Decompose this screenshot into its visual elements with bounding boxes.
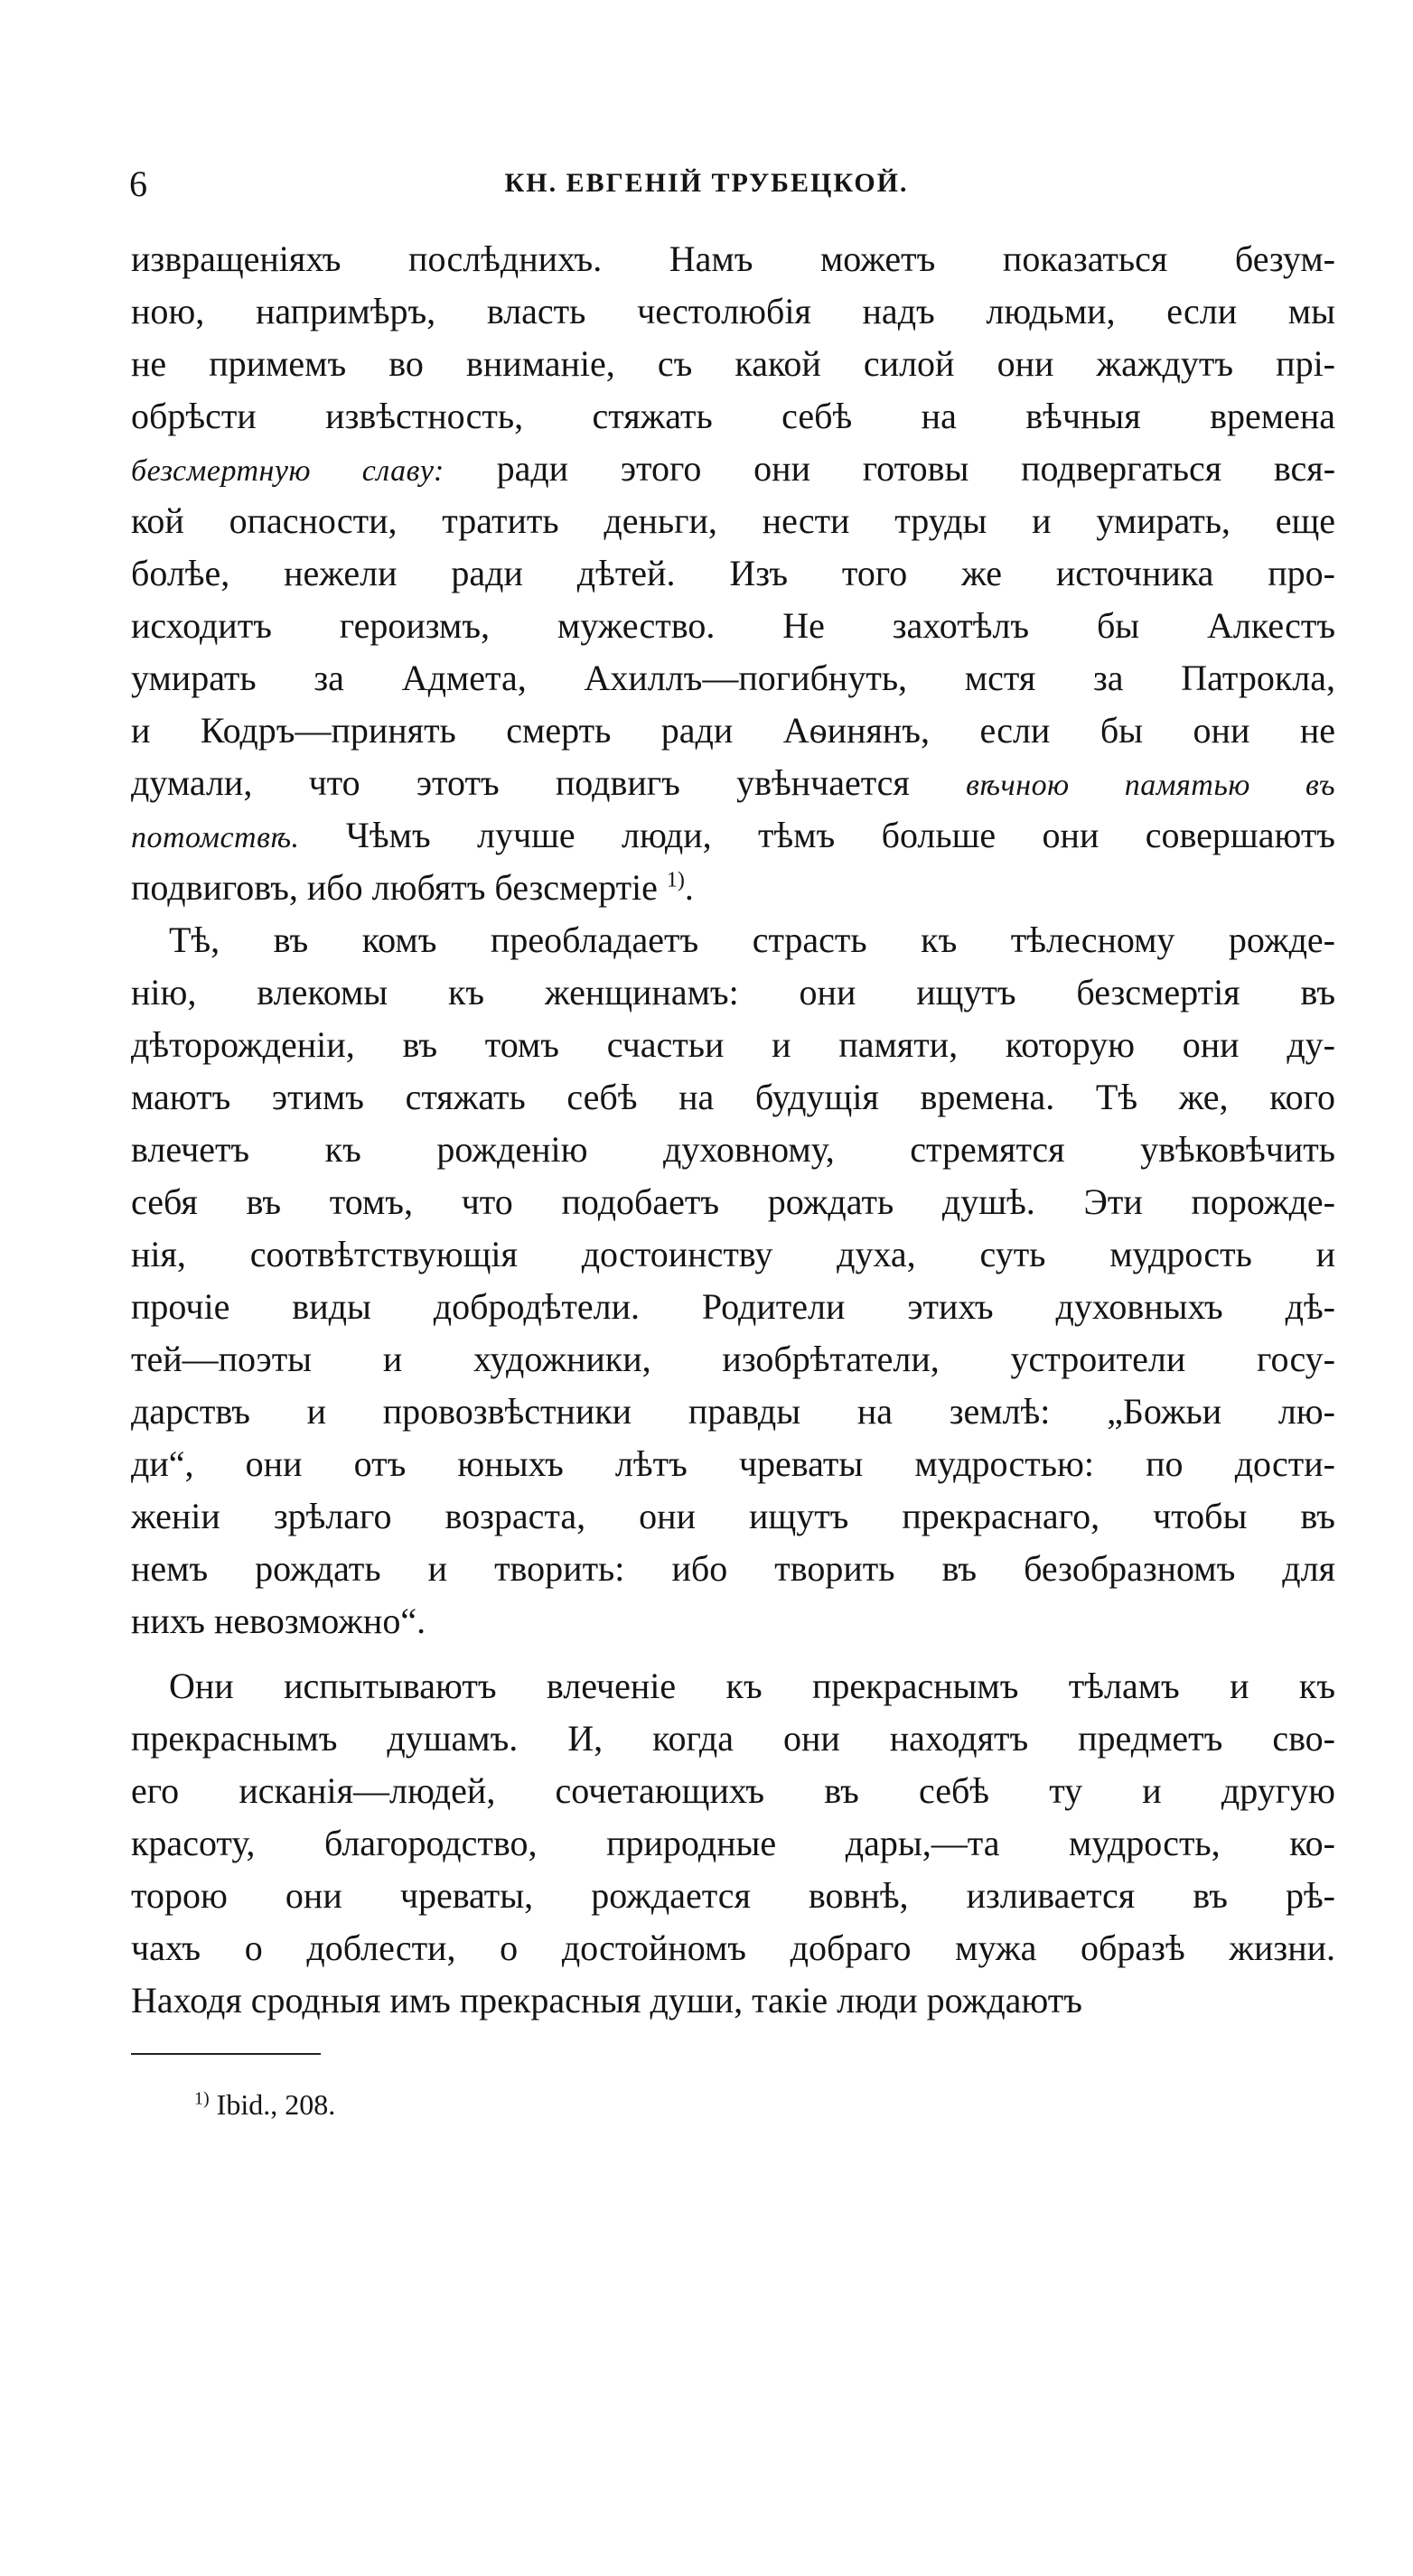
text-line bbox=[131, 600, 1335, 652]
text-run: немъ рождать и творить: ибо творить въ безобразномъ для bbox=[131, 1548, 1335, 1589]
text-line bbox=[131, 1713, 1335, 1765]
text-line bbox=[131, 1765, 1335, 1817]
text-run: умирать за Адмета, Ахиллъ—погибнуть, мстя за Патрокла, bbox=[131, 658, 1335, 698]
text-run: прекраснымъ душамъ. И, когда они находятъ предметъ сво- bbox=[131, 1718, 1335, 1759]
text-run: Чѣмъ лучше люди, тѣмъ больше они совершаютъ bbox=[299, 815, 1335, 855]
text-run: себя въ томъ, что подобаетъ рождать душѣ. Эти порожде- bbox=[131, 1181, 1335, 1222]
footnote-text: Ibid., 208. bbox=[209, 2088, 336, 2121]
text-line bbox=[131, 862, 1335, 914]
text-run: нія, соотвѣтствующія достоинству духа, суть мудрость и bbox=[131, 1234, 1335, 1274]
text-run: нихъ невозможно“. bbox=[131, 1601, 426, 1641]
body-text bbox=[131, 233, 1335, 2027]
paragraph bbox=[131, 233, 1335, 914]
paragraph bbox=[131, 1660, 1335, 2027]
text-line bbox=[131, 914, 1335, 966]
footnote bbox=[194, 2088, 335, 2122]
text-run: прочіе виды добродѣтели. Родители этихъ духовныхъ дѣ- bbox=[131, 1286, 1335, 1327]
text-run: тей—поэты и художники, изобрѣтатели, устроители госу- bbox=[131, 1339, 1335, 1379]
text-line bbox=[131, 495, 1335, 547]
text-run: нію, влекомы къ женщинамъ: они ищутъ безсмертія въ bbox=[131, 972, 1335, 1013]
text-run: подвиговъ, ибо любятъ безсмертіе bbox=[131, 867, 667, 908]
text-line bbox=[131, 1922, 1335, 1974]
text-line bbox=[131, 1974, 1335, 2027]
text-run: и Кодръ—принять смерть ради Аѳинянъ, если бы они не bbox=[131, 710, 1335, 751]
text-line bbox=[131, 1228, 1335, 1281]
text-line bbox=[131, 1333, 1335, 1386]
text-run: ради этого они готовы подвергаться вся- bbox=[444, 448, 1336, 489]
text-run: чахъ о доблести, о достойномъ добраго мужа образѣ жизни. bbox=[131, 1927, 1335, 1968]
text-run: думали, что этотъ подвигъ увѣнчается bbox=[131, 762, 967, 803]
text-line bbox=[131, 1019, 1335, 1071]
running-head: КН. ЕВГЕНІЙ ТРУБЕЦКОЙ. bbox=[504, 168, 909, 198]
text-run: Тѣ, въ комъ преобладаетъ страсть къ тѣлесному рожде- bbox=[169, 919, 1335, 960]
text-run: Они испытываютъ влеченіе къ прекраснымъ тѣламъ и къ bbox=[169, 1666, 1335, 1706]
text-line bbox=[131, 1660, 1335, 1713]
text-line bbox=[131, 1543, 1335, 1595]
text-line bbox=[131, 233, 1335, 285]
text-run: обрѣсти извѣстность, стяжать себѣ на вѣчныя времена bbox=[131, 396, 1335, 436]
text-run: ною, напримѣръ, власть честолюбія надъ людьми, если мы bbox=[131, 291, 1335, 331]
text-run: болѣе, нежели ради дѣтей. Изъ того же источника про- bbox=[131, 553, 1335, 593]
text-line bbox=[131, 809, 1335, 862]
text-line bbox=[131, 757, 1335, 809]
italic-text: вѣчною памятью въ bbox=[966, 769, 1335, 802]
text-run: не примемъ во вниманіе, съ какой силой они жаждутъ прі- bbox=[131, 343, 1335, 384]
text-run: кой опасности, тратить деньги, нести труды и умирать, еще bbox=[131, 500, 1335, 541]
text-line bbox=[131, 705, 1335, 757]
text-run: влечетъ къ рожденію духовному, стремятся увѣковѣчить bbox=[131, 1129, 1335, 1170]
footnote-marker: 1) bbox=[194, 2088, 210, 2109]
text-line bbox=[131, 338, 1335, 390]
text-run: извращеніяхъ послѣднихъ. Намъ можетъ показаться безум- bbox=[131, 238, 1335, 279]
text-run: красоту, благородство, природные дары,—та мудрость, ко- bbox=[131, 1823, 1335, 1863]
text-line bbox=[131, 1176, 1335, 1228]
text-line bbox=[131, 547, 1335, 600]
italic-text: безсмертную славу: bbox=[131, 454, 444, 488]
text-line bbox=[131, 652, 1335, 705]
text-line bbox=[131, 966, 1335, 1019]
text-line bbox=[131, 1490, 1335, 1543]
text-line bbox=[131, 1595, 1335, 1647]
text-run: исходитъ героизмъ, мужество. Не захотѣлъ бы Алкестъ bbox=[131, 605, 1335, 646]
text-run: дарствъ и провозвѣстники правды на землѣ: „Божьи лю- bbox=[131, 1391, 1335, 1432]
text-line bbox=[131, 1281, 1335, 1333]
text-run: . bbox=[684, 867, 694, 908]
text-line bbox=[131, 443, 1335, 495]
text-run: торою они чреваты, рождается вовнѣ, изливается въ рѣ- bbox=[131, 1875, 1335, 1916]
text-run: женіи зрѣлаго возраста, они ищутъ прекраснаго, чтобы въ bbox=[131, 1496, 1335, 1536]
text-run: ди“, они отъ юныхъ лѣтъ чреваты мудростью: по дости- bbox=[131, 1443, 1335, 1484]
text-line bbox=[131, 285, 1335, 338]
text-line bbox=[131, 1438, 1335, 1490]
text-line bbox=[131, 1071, 1335, 1124]
text-run: Находя сродныя имъ прекрасныя души, такіе люди рождаютъ bbox=[131, 1980, 1082, 2021]
text-line bbox=[131, 1870, 1335, 1922]
footnote-reference: 1) bbox=[666, 868, 685, 892]
text-line bbox=[131, 1817, 1335, 1870]
text-line bbox=[131, 1386, 1335, 1438]
page-number: 6 bbox=[129, 163, 147, 204]
paragraph bbox=[131, 914, 1335, 1647]
text-run: его исканія—людей, сочетающихъ въ себѣ ту и другую bbox=[131, 1770, 1335, 1811]
text-line bbox=[131, 390, 1335, 443]
footnote-divider bbox=[131, 2053, 321, 2055]
text-run: маютъ этимъ стяжать себѣ на будущія времена. Тѣ же, кого bbox=[131, 1077, 1335, 1117]
text-run: дѣторожденіи, въ томъ счастьи и памяти, которую они ду- bbox=[131, 1024, 1335, 1065]
italic-text: потомствѣ. bbox=[131, 821, 300, 854]
text-line bbox=[131, 1124, 1335, 1176]
